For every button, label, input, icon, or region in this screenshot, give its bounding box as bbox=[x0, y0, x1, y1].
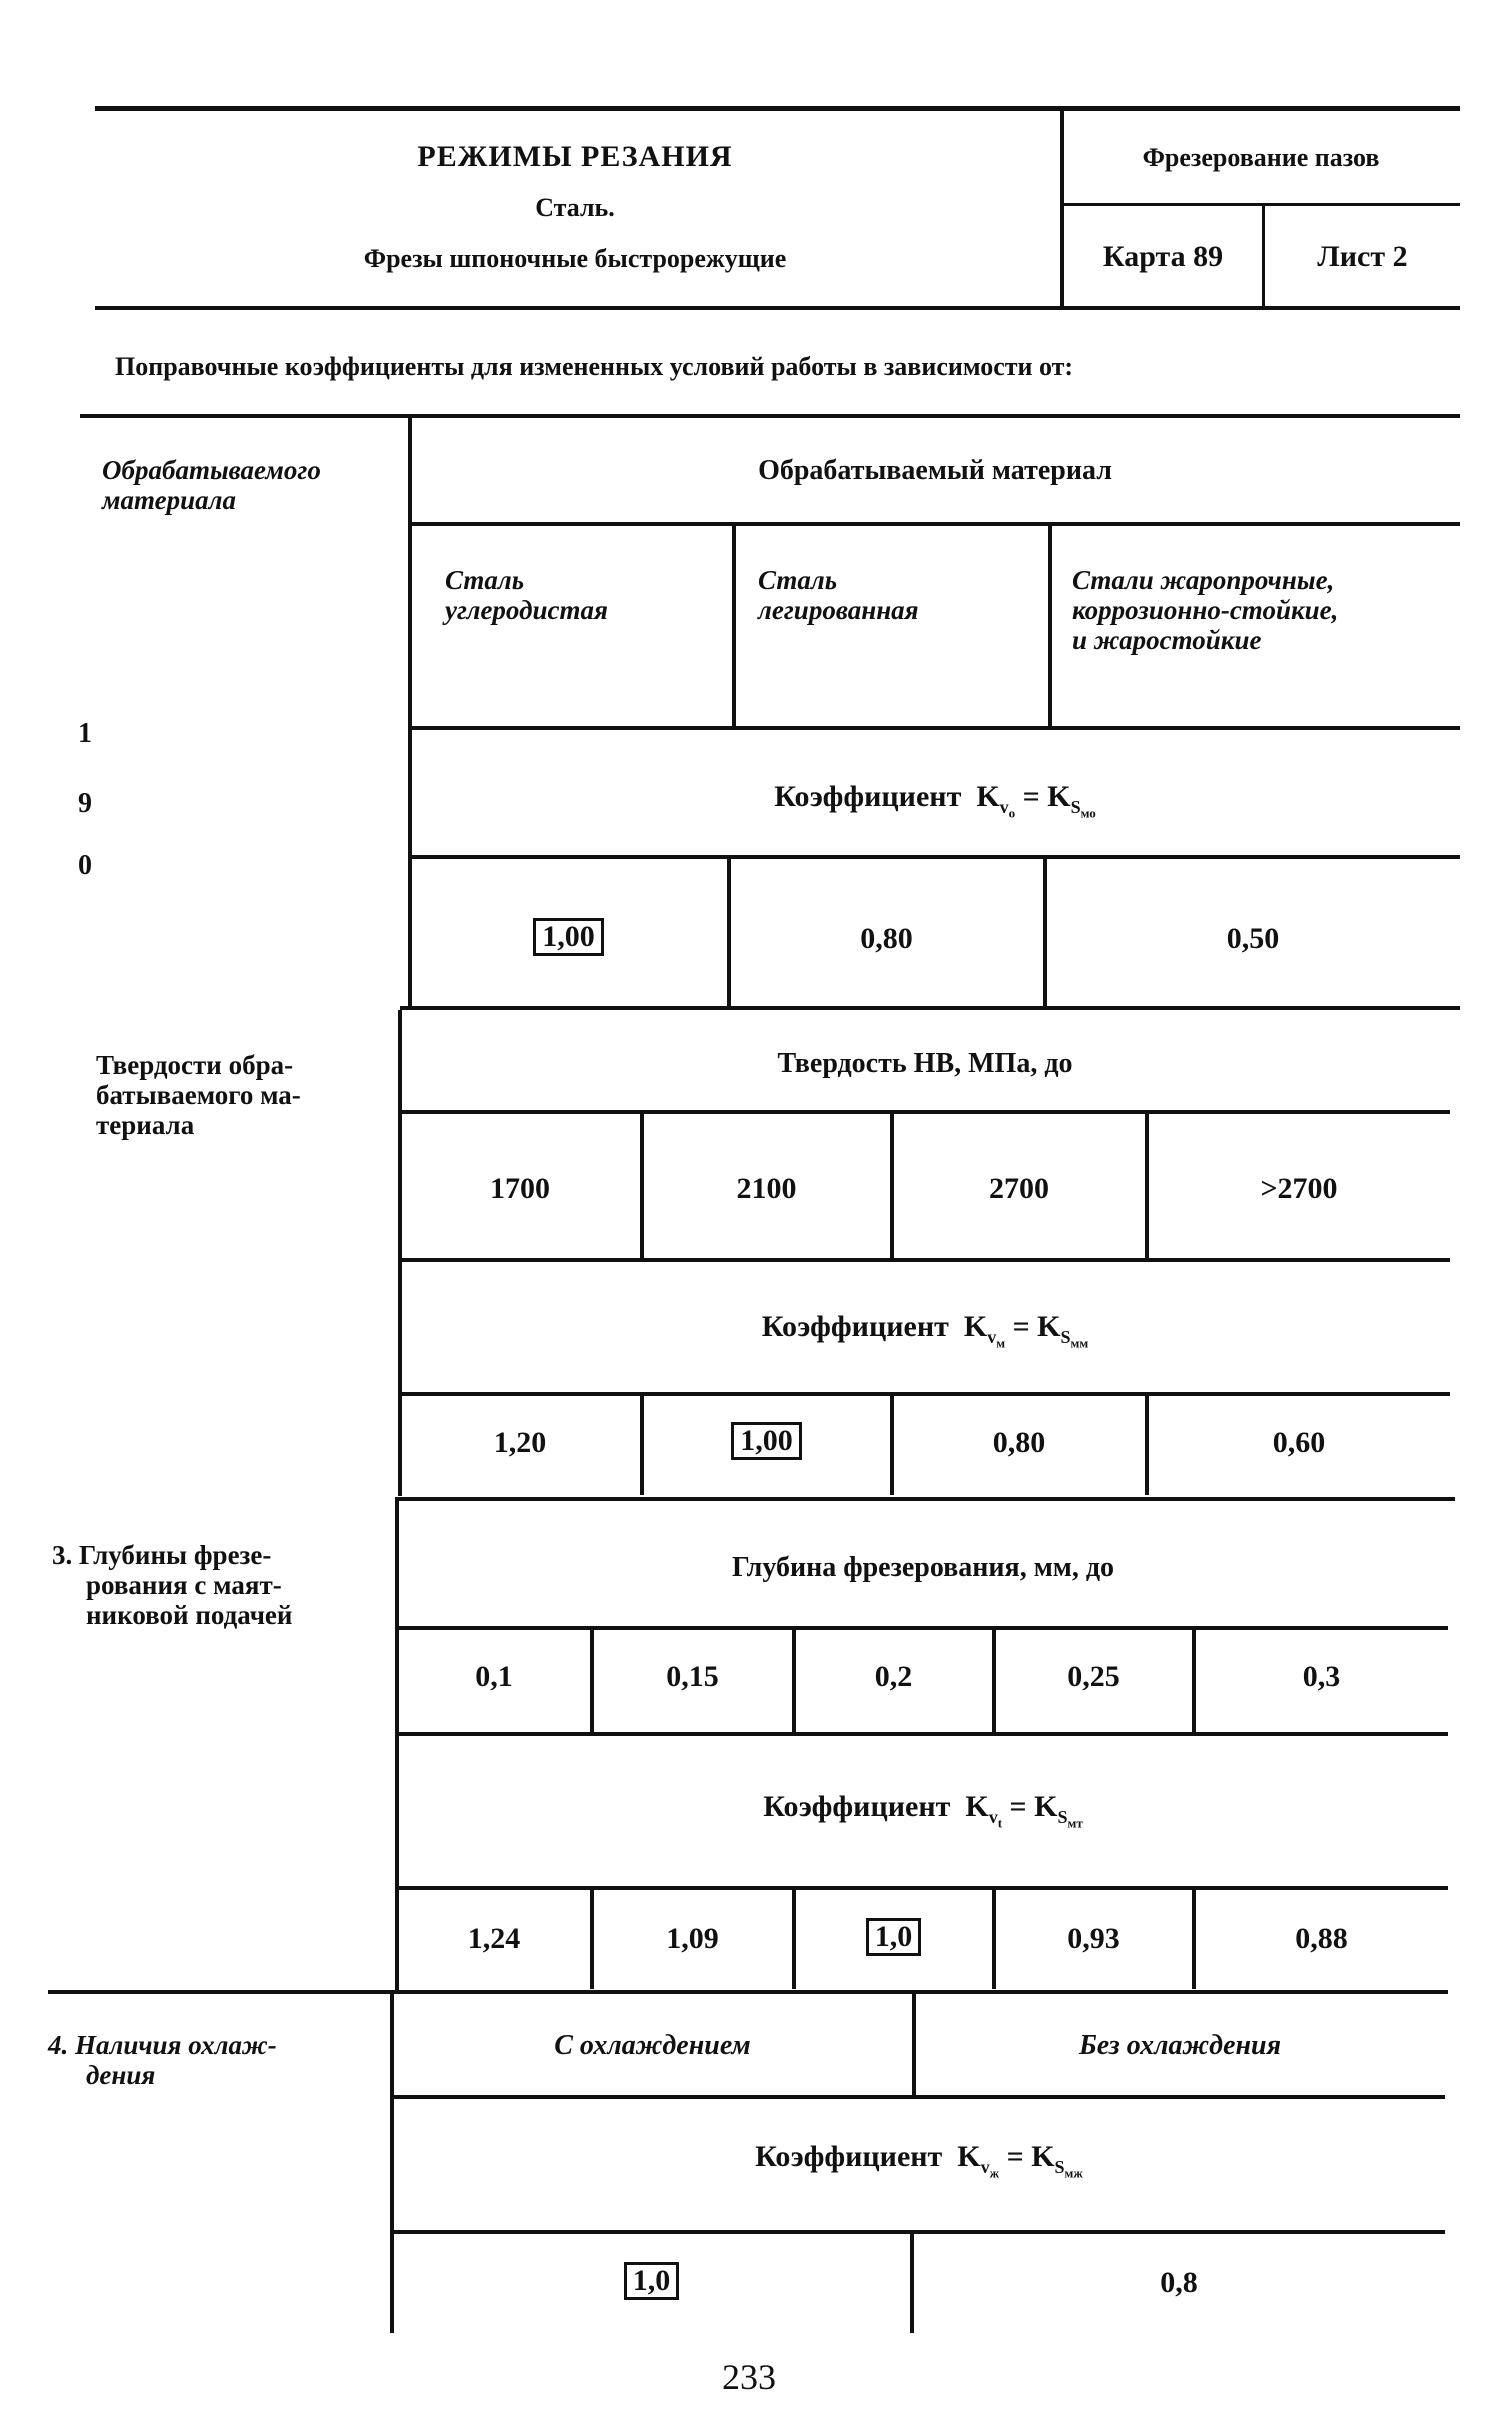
document-subtitle-material: Сталь. bbox=[535, 193, 615, 222]
sec3-depth-rule bbox=[398, 1732, 1448, 1736]
sec3-depth-1: 0,1 bbox=[475, 1660, 513, 1693]
sec2-hardness-3: 2700 bbox=[989, 1172, 1049, 1205]
margin-mark-2: 9 bbox=[78, 788, 92, 819]
sec4-value-cooling: 1,0 bbox=[393, 2262, 910, 2300]
sec1-header-rule bbox=[410, 522, 1460, 526]
sec4-coefficient: Коэффициент $K_{v_ж} = K_{S_{мж}}$ bbox=[755, 2140, 1083, 2181]
sec1-value-heatres: 0,50 bbox=[1226, 922, 1280, 955]
sec2-hardness-1: 1700 bbox=[490, 1172, 550, 1205]
sec3-depth-2: 0,15 bbox=[666, 1660, 719, 1693]
intro-rule bbox=[80, 414, 1460, 418]
sec3-label: 3. Глубины фрезе- рования с маят- никовой подачей bbox=[52, 1540, 293, 1630]
sec1-coefficient: Коэффициент $K_{v_о} = K_{S_{мо}}$ bbox=[774, 780, 1096, 821]
sec1-header: Обрабатываемый материал bbox=[758, 455, 1112, 486]
sec3-header-rule bbox=[398, 1626, 1448, 1630]
header-divider bbox=[1060, 108, 1064, 308]
sec3-value-5: 0,88 bbox=[1295, 1922, 1348, 1955]
page-number: 233 bbox=[722, 2357, 776, 2397]
margin-mark-3: 0 bbox=[78, 850, 92, 881]
sec2-label-divider bbox=[398, 1010, 402, 1496]
sec2-header-rule bbox=[400, 1110, 1450, 1114]
sec3-depth-3: 0,2 bbox=[874, 1660, 913, 1693]
margin-mark-1: 1 bbox=[78, 718, 92, 749]
sec3-value-2: 1,09 bbox=[666, 1922, 719, 1955]
sec2-hard-rule bbox=[400, 1258, 1450, 1262]
sec3-coef-rule bbox=[398, 1886, 1448, 1890]
sec3-depth-5: 0,3 bbox=[1302, 1660, 1341, 1693]
sec2-value-1: 1,20 bbox=[493, 1426, 547, 1459]
card-number: Карта 89 bbox=[1102, 240, 1224, 273]
sec1-mat-rule bbox=[410, 726, 1460, 730]
sec2-value-2: 1,00 bbox=[643, 1422, 890, 1460]
sec2-coef-rule bbox=[400, 1392, 1450, 1396]
sec1-mat-heatres: Стали жаропрочные, коррозионно-стойкие, и жаростойкие bbox=[1072, 565, 1339, 655]
sec1-mat-alloy: Сталь легированная bbox=[758, 565, 919, 625]
sec1-mat-div-1 bbox=[732, 524, 736, 728]
sec3-value-3: 1,0 bbox=[795, 1918, 992, 1956]
header-top-rule bbox=[95, 106, 1460, 111]
sec1-value-carbon: 1,00 bbox=[410, 918, 727, 956]
sec1-label: Обрабатываемого материала bbox=[102, 455, 321, 515]
sec4-opt-rule bbox=[393, 2095, 1445, 2099]
operation-name: Фрезерование пазов bbox=[1142, 143, 1380, 172]
sec3-header: Глубина фрезерования, мм, до bbox=[731, 1552, 1115, 1583]
sec4-option-no-cooling: Без охлаждения bbox=[1078, 2030, 1282, 2061]
sec2-value-4: 0,60 bbox=[1272, 1426, 1326, 1459]
sec4-label: 4. Наличия охлаж- дения bbox=[48, 2030, 277, 2090]
header-bottom-rule bbox=[95, 306, 1460, 310]
sec2-hardness-2: 2100 bbox=[736, 1172, 797, 1205]
sec3-value-4: 0,93 bbox=[1067, 1922, 1120, 1955]
sec4-option-cooling: С охлаждением bbox=[554, 2030, 751, 2061]
sec4-value-no-cooling: 0,8 bbox=[1160, 2266, 1198, 2299]
sec3-bottom-rule bbox=[48, 1990, 1448, 1994]
sheet-number: Лист 2 bbox=[1317, 240, 1408, 273]
sec2-bottom-rule bbox=[395, 1497, 1455, 1501]
sec3-coefficient: Коэффициент $K_{v_t} = K_{S_{мт}}$ bbox=[763, 1790, 1083, 1831]
sec1-value-alloy: 0,80 bbox=[860, 922, 913, 955]
intro-text: Поправочные коэффициенты для измененных условий работы в зависимости от: bbox=[115, 352, 1074, 381]
sec2-value-3: 0,80 bbox=[992, 1426, 1046, 1459]
sec3-value-1: 1,24 bbox=[467, 1922, 521, 1955]
sec2-hardness-4: >2700 bbox=[1260, 1172, 1338, 1205]
sec2-label: Твердости обра- батываемого ма- териала bbox=[96, 1050, 301, 1140]
sec1-mat-div-2 bbox=[1048, 524, 1052, 728]
sec2-coefficient: Коэффициент $K_{v_м} = K_{S_{мм}}$ bbox=[761, 1310, 1089, 1351]
sec2-header: Твердость НВ, МПа, до bbox=[777, 1048, 1073, 1079]
sec4-coef-rule bbox=[393, 2230, 1445, 2234]
sec3-depth-4: 0,25 bbox=[1067, 1660, 1120, 1693]
sec1-mat-carbon: Сталь углеродистая bbox=[445, 565, 608, 625]
document-title: РЕЖИМЫ РЕЗАНИЯ bbox=[417, 140, 733, 173]
sec1-coef-rule bbox=[410, 855, 1460, 859]
sec1-bottom-rule bbox=[400, 1006, 1460, 1010]
header-right-mid-rule bbox=[1062, 203, 1460, 206]
document-subtitle-tools: Фрезы шпоночные быстрорежущие bbox=[363, 244, 787, 273]
